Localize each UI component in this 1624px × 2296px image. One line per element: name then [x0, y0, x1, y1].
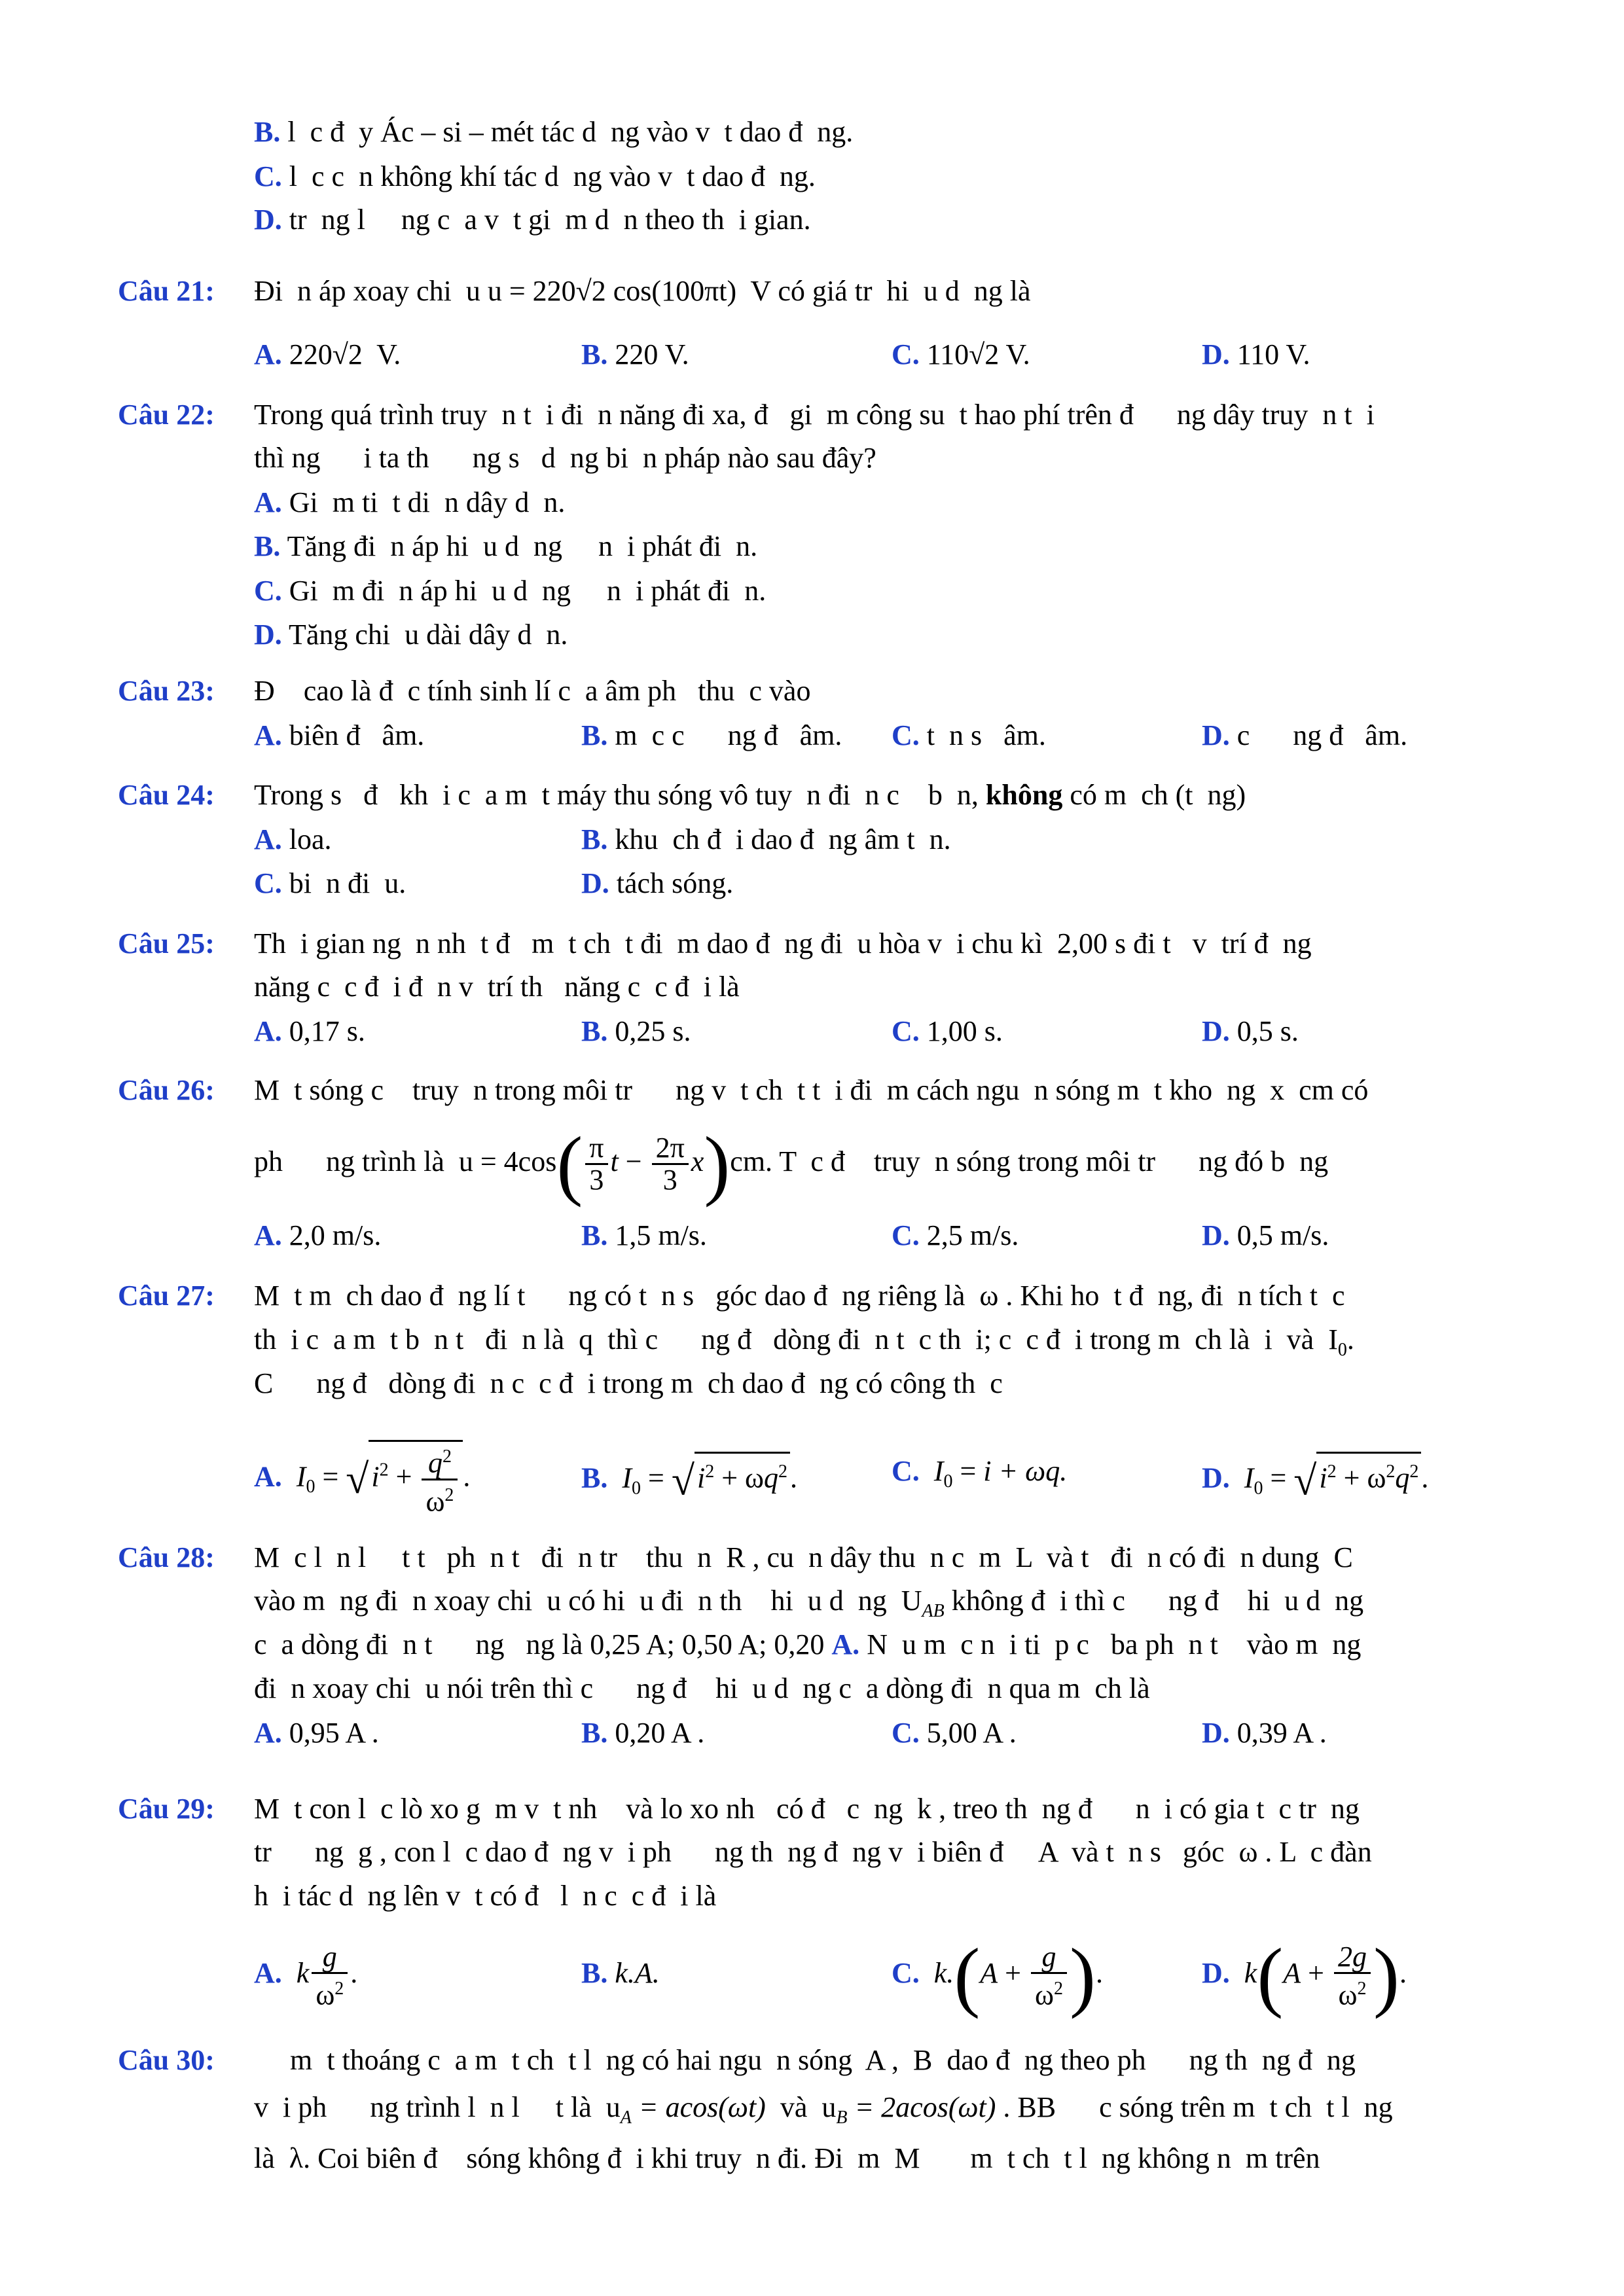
option-a: A. Gi m ti t di n dây d n.	[254, 486, 566, 518]
option-d: D. c ng đ âm.	[1202, 719, 1408, 751]
question-label: Câu 24:	[118, 779, 215, 811]
question-text: h i tác d ng lên v t có đ l n c c đ i là	[254, 1880, 717, 1912]
question-label: Câu 29:	[118, 1793, 215, 1825]
question-text: tr ng g , con l c dao đ ng v i ph ng th ng đ ng v i biên đ A và t n s góc ω . L c đàn	[254, 1836, 1372, 1868]
option-b: B. m c c ng đ âm.	[581, 719, 842, 751]
question-text: Trong s đ kh i c a m t máy thu sóng vô tuy n đi n c b n, không có m ch (t ng)	[254, 779, 1246, 811]
option-d: D. tách sóng.	[581, 867, 734, 899]
question-text: ph ng trình là u = 4cos( $\frac{\pi}{3}$ t − $\frac{2\pi}{3}$ x)cm. T c đ truy n sóng trong môi tr ng đó b ng	[254, 1120, 1329, 1208]
option-d: D. Tăng chi u dài dây d n.	[254, 619, 568, 651]
option-b: B. Tăng đi n áp hi u d ng n i phát đi n.	[254, 530, 758, 562]
option-a: A. 0,95 A .	[254, 1717, 379, 1749]
question-text: thì ng i ta th ng s d ng bi n pháp nào sau đây?	[254, 442, 876, 474]
question-text: đi n xoay chi u nói trên thì c ng đ hi u d ng c a dòng đi n qua m ch là	[254, 1672, 1150, 1704]
option-c: C. Gi m đi n áp hi u d ng n i phát đi n.	[254, 575, 767, 607]
option-d: D. 0,5 m/s.	[1202, 1219, 1329, 1251]
option-d: D. 0,5 s.	[1202, 1015, 1299, 1047]
option-d: D. 110 V.	[1202, 338, 1310, 370]
option-c: C. t n s âm.	[892, 719, 1046, 751]
option-c: C. 5,00 A .	[892, 1717, 1017, 1749]
question-text: v i ph ng trình l n l t là $u_A = acos(\omega t)$ và $u_B = 2acos(\omega t)$ . BB c sóng trên m t ch t l ng	[254, 2091, 1393, 2128]
question-text: là λ. Coi biên đ sóng không đ i khi truy n đi. Đi m M m t ch t l ng không n m trên	[254, 2142, 1320, 2174]
option-a: A. biên đ âm.	[254, 719, 425, 751]
option-b: B. 0,25 s.	[581, 1015, 691, 1047]
option-c: C. k.(A + $\frac{g}{\omega^2}$ ).	[892, 1931, 1103, 2019]
question-label: Câu 30:	[118, 2044, 215, 2076]
option-b: B. khu ch đ i dao đ ng âm t n.	[581, 823, 951, 855]
question-label: Câu 26:	[118, 1074, 215, 1106]
question-label: Câu 22:	[118, 399, 215, 431]
option-d: D. k(A + $\frac{2g}{\omega^2}$ ).	[1202, 1931, 1407, 2019]
question-text: năng c c đ i đ n v trí th năng c c đ i là	[254, 971, 740, 1003]
option-d: D. $I_0 = √i^2 + \omega^2q^2$.	[1202, 1452, 1428, 1508]
question-text: th i c a m t b n t đi n là q thì c ng đ dòng đi n t c th i; c c đ i trong m ch là i và $I_0$.	[254, 1323, 1354, 1360]
question-text: M t sóng c truy n trong môi tr ng v t ch t t i đi m cách ngu n sóng m t kho ng x cm có	[254, 1074, 1369, 1106]
question-text: M c l n l t t ph n t đi n tr thu n R , cu n dây thu n c m L và t đi n có đi n dung C	[254, 1541, 1353, 1573]
question-text: c a dòng đi n t ng ng là 0,25 A; 0,50 A; 0,20 A. N u m c n i ti p c ba ph n t vào m ng	[254, 1628, 1362, 1660]
question-label: Câu 25:	[118, 927, 215, 960]
prev-option-d: D. tr ng l ng c a v t gi m d n theo th i gian.	[254, 204, 811, 236]
question-text: C ng đ dòng đi n c c đ i trong m ch dao đ ng có công th c	[254, 1367, 1003, 1399]
prev-option-c: C. l c c n không khí tác d ng vào v t dao đ ng.	[254, 160, 816, 192]
option-a: A. loa.	[254, 823, 332, 855]
question-text: Th i gian ng n nh t đ m t ch t đi m dao đ ng đi u hòa v i chu kì 2,00 s đi t v trí đ ng	[254, 927, 1312, 960]
question-text: M t con l c lò xo g m v t nh và lo xo nh có đ c ng k , treo th ng đ n i có gia t c tr ng	[254, 1793, 1360, 1825]
option-b: B. 1,5 m/s.	[581, 1219, 707, 1251]
question-text: Đ cao là đ c tính sinh lí c a âm ph thu c vào	[254, 675, 811, 707]
option-c: C. 2,5 m/s.	[892, 1219, 1019, 1251]
option-a: A. $I_0 = √i^2$ + $\frac{q^2}{\omega^2}$ .	[254, 1440, 470, 1516]
question-text: m t thoáng c a m t ch t l ng có hai ngu n sóng A , B dao đ ng theo ph ng th ng đ ng	[254, 2044, 1356, 2076]
option-c: C. $I_0 = i + \omega q$.	[892, 1455, 1068, 1492]
question-label: Câu 21:	[118, 275, 215, 307]
option-a: A. k $\frac{g}{\omega^2}$ .	[254, 1940, 358, 2011]
question-text: Trong quá trình truy n t i đi n năng đi xa, đ gi m công su t hao phí trên đ ng dây truy n t i	[254, 399, 1375, 431]
question-label: Câu 23:	[118, 675, 215, 707]
option-d: D. 0,39 A .	[1202, 1717, 1327, 1749]
option-c: C. 110√2 V.	[892, 338, 1030, 370]
prev-option-b: B. l c đ y Ác – si – mét tác d ng vào v t dao đ ng.	[254, 116, 854, 148]
question-text: vào m ng đi n xoay chi u có hi u đi n th hi u d ng $U_{AB}$ không đ i thì c ng đ hi u d ng	[254, 1585, 1364, 1621]
question-text: M t m ch dao đ ng lí t ng có t n s góc dao đ ng riêng là ω . Khi ho t đ ng, đi n tích t c	[254, 1280, 1345, 1312]
option-c: C. 1,00 s.	[892, 1015, 1003, 1047]
option-a: A. 220√2 V.	[254, 338, 401, 370]
option-c: C. bi n đi u.	[254, 867, 406, 899]
question-label: Câu 27:	[118, 1280, 215, 1312]
option-b: B. k.A.	[581, 1957, 660, 1989]
option-b: B. $I_0 = √i^2 + \omega q^2$.	[581, 1452, 797, 1508]
option-b: B. 0,20 A .	[581, 1717, 705, 1749]
question-text: Đi n áp xoay chi u u = 220√2 cos(100πt) V có giá tr hi u d ng là	[254, 275, 1031, 307]
option-a: A. 0,17 s.	[254, 1015, 365, 1047]
option-b: B. 220 V.	[581, 338, 689, 370]
option-a: A. 2,0 m/s.	[254, 1219, 382, 1251]
question-label: Câu 28:	[118, 1541, 215, 1573]
